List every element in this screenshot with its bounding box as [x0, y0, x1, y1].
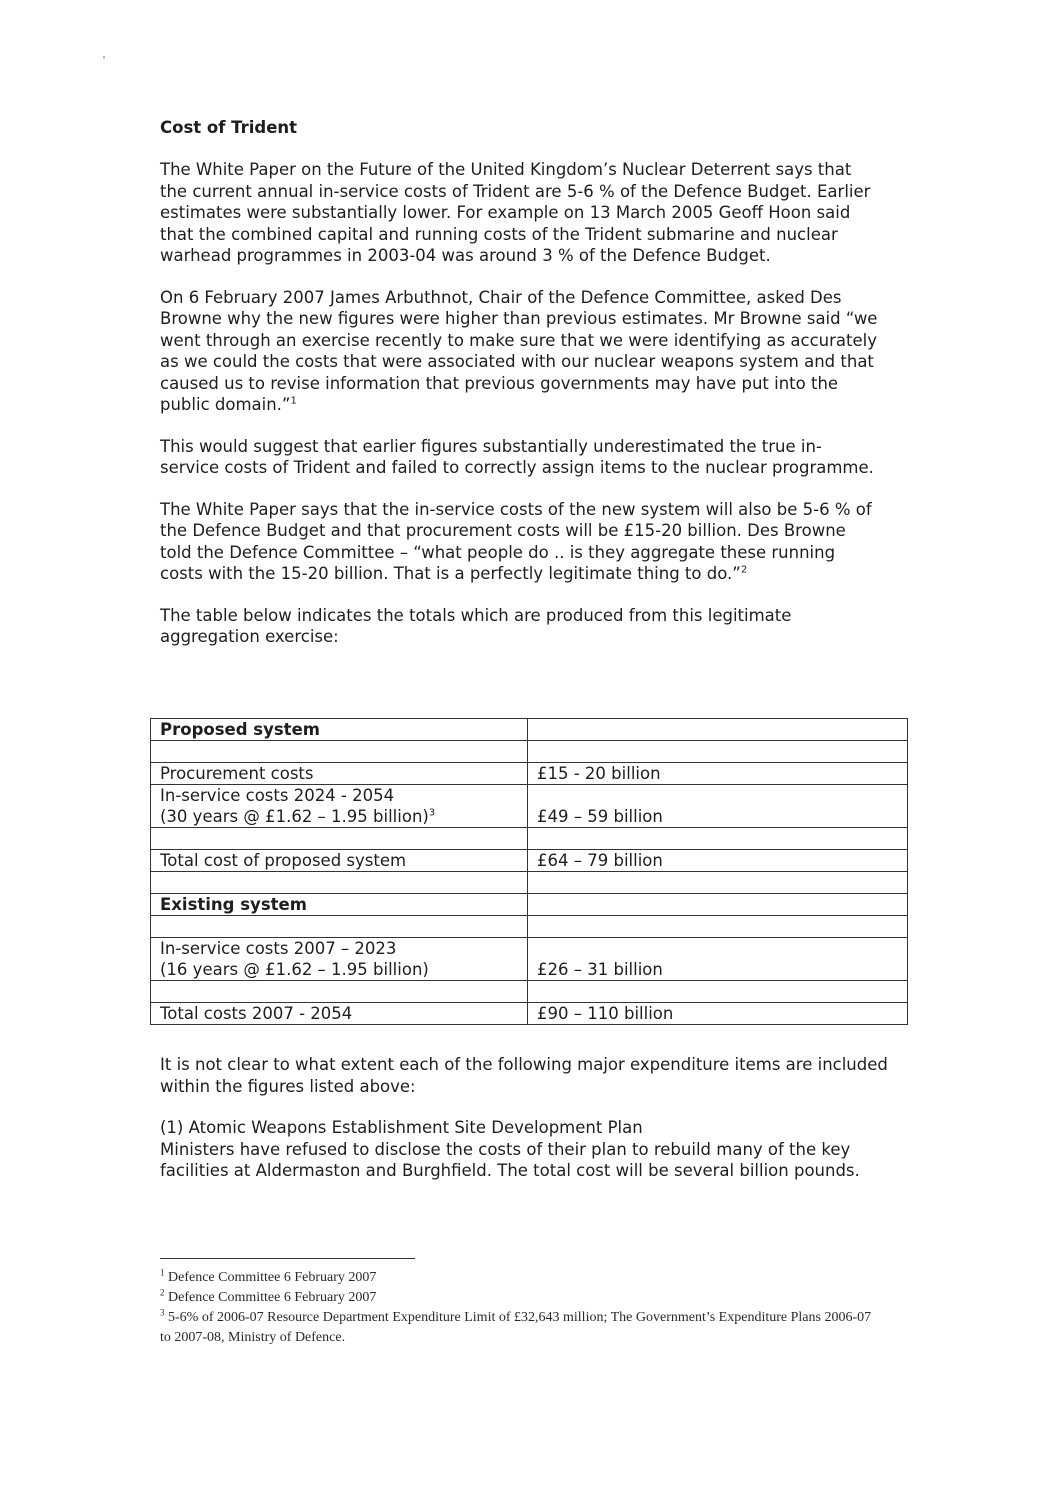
footnote-2 [160, 1288, 880, 1308]
document-body [160, 118, 880, 668]
proposed-system-header: Proposed system [151, 719, 528, 741]
empty-cell [151, 872, 528, 894]
table-row [151, 828, 908, 850]
empty-cell [528, 981, 908, 1003]
footnote-text: Defence Committee 6 February 2007 [164, 1270, 377, 1285]
paragraph-new-system [160, 499, 880, 585]
empty-cell [151, 916, 528, 938]
item-1-text: Ministers have refused to disclose the costs of their plan to rebuild many of the key facilities at Aldermaston and Burghfield. The total cost will be several billion pounds. [160, 1139, 860, 1180]
paragraph-white-paper: The White Paper on the Future of the United Kingdom’s Nuclear Deterrent says that the current annual in-service costs of Trident are 5-6 % of the Defence Budget. Earlier estimates were substantially lower. For example on 13 March 2005 Geoff Hoon said that the combined capital and running costs of the Trident submarine and nuclear warhead programmes in 2003-04 was around 3 % of the Defence Budget. [160, 160, 871, 265]
empty-cell [528, 719, 908, 741]
item-1-title: (1) Atomic Weapons Establishment Site Development Plan [160, 1118, 643, 1137]
procurement-costs-label: Procurement costs [151, 763, 528, 785]
inservice-costs-proposed-label [151, 785, 528, 828]
table-row [151, 872, 908, 894]
footnote-3 [160, 1308, 880, 1348]
total-costs-value: £90 – 110 billion [528, 1003, 908, 1025]
footnote-divider [160, 1258, 415, 1259]
document-heading: Cost of Trident [160, 118, 298, 137]
empty-cell [151, 981, 528, 1003]
existing-system-header: Existing system [151, 894, 528, 916]
table-row [151, 850, 908, 872]
paragraph-underestimated: This would suggest that earlier figures substantially underestimated the true in-service costs of Trident and failed to correctly assign items to the nuclear programme. [160, 436, 874, 477]
existing-label-line-1: In-service costs 2007 – 2023 [160, 939, 397, 958]
total-proposed-value: £64 – 79 billion [528, 850, 908, 872]
empty-cell [528, 916, 908, 938]
footnote-ref-3: 3 [428, 807, 436, 819]
inservice-costs-existing-label [151, 938, 528, 981]
inservice-label-line-2-text: (30 years @ £1.62 – 1.95 billion) [160, 807, 429, 826]
empty-cell [528, 828, 908, 850]
table-row [151, 981, 908, 1003]
table-row [151, 741, 908, 763]
empty-cell [528, 872, 908, 894]
footnote-number: 2 [160, 1287, 165, 1298]
table-row [151, 785, 908, 828]
empty-cell [528, 894, 908, 916]
total-proposed-label: Total cost of proposed system [151, 850, 528, 872]
procurement-costs-value: £15 - 20 billion [528, 763, 908, 785]
table-row [151, 916, 908, 938]
footnote-number: 3 [160, 1307, 165, 1318]
table-row [151, 938, 908, 981]
empty-cell [151, 828, 528, 850]
paragraph-arbuthnot [160, 287, 880, 416]
footnote-ref-1: 1 [290, 395, 297, 407]
footnote-1 [160, 1268, 880, 1288]
footnote-text: 5-6% of 2006-07 Resource Department Expenditure Limit of £32,643 million; The Government’s Expenditure Plans 2006-07 to 2007-08, Ministry of Defence. [160, 1310, 872, 1345]
footnotes [160, 1268, 880, 1348]
footnote-ref-2: 2 [740, 564, 748, 576]
table-row [151, 719, 908, 741]
table-row [151, 894, 908, 916]
existing-label-line-2: (16 years @ £1.62 – 1.95 billion) [160, 960, 429, 979]
inservice-label-line-1: In-service costs 2024 - 2054 [160, 786, 395, 805]
inservice-label-line-2 [160, 806, 518, 827]
document-continuation [160, 1054, 890, 1202]
inservice-costs-proposed-value: £49 – 59 billion [528, 785, 908, 828]
total-costs-label: Total costs 2007 - 2054 [151, 1003, 528, 1025]
footnote-number: 1 [160, 1267, 165, 1278]
paragraph-new-system-text: The White Paper says that the in-service costs of the new system will also be 5-6 % of the Defence Budget and that procurement costs will be £15-20 billion. Des Browne told the Defence Committee – “what people do .. is they aggregate these running costs with the 15-20 billion. That is a perfectly legitimate thing to do.” [160, 499, 872, 583]
inservice-costs-existing-value: £26 – 31 billion [528, 938, 908, 981]
cost-table [150, 718, 908, 1025]
table-row [151, 1003, 908, 1025]
footnote-text: Defence Committee 6 February 2007 [164, 1290, 377, 1305]
paragraph-arbuthnot-text: On 6 February 2007 James Arbuthnot, Chair of the Defence Committee, asked Des Browne why the new figures were higher than previous estimates. Mr Browne said “we went through an exercise recently to make sure that we were identifying as accurately as we could the costs that were associated with our nuclear weapons system and that caused us to revise information that previous governments may have put into the public domain.” [160, 287, 878, 414]
table-row [151, 763, 908, 785]
scan-speck [103, 56, 105, 59]
empty-cell [151, 741, 528, 763]
paragraph-table-intro: The table below indicates the totals which are produced from this legitimate aggregation exercise: [160, 605, 792, 646]
empty-cell [528, 741, 908, 763]
paragraph-expenditure-items: It is not clear to what extent each of the following major expenditure items are included within the figures listed above: [160, 1055, 888, 1096]
